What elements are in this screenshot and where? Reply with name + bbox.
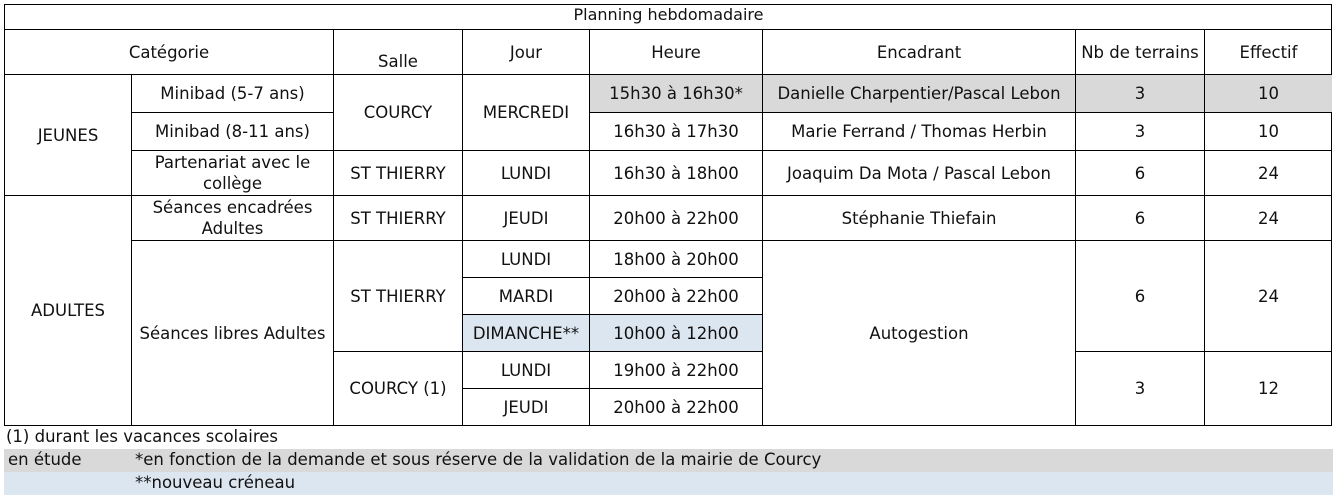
legend-nouveau-row — [4, 472, 1333, 495]
effectif-cell: 24 — [1205, 151, 1332, 196]
jour-lundi: LUNDI — [463, 352, 590, 389]
jour-lundi: LUNDI — [463, 241, 590, 278]
footnote-vacances: (1) durant les vacances scolaires — [6, 427, 278, 446]
terrains-cell: 3 — [1076, 352, 1205, 425]
salle-courcy: COURCY — [334, 75, 463, 151]
subcategory-partenariat: Partenariat avec le collège — [132, 151, 334, 196]
terrains-cell: 6 — [1076, 241, 1205, 352]
header-categorie: Catégorie — [5, 30, 334, 75]
jour-mercredi: MERCREDI — [463, 75, 590, 151]
effectif-cell: 10 — [1205, 75, 1332, 113]
encadrant-cell: Joaquim Da Mota / Pascal Lebon — [763, 151, 1076, 196]
terrains-cell: 6 — [1076, 151, 1205, 196]
effectif-cell: 24 — [1205, 241, 1332, 352]
schedule-document — [4, 4, 1333, 492]
jour-jeudi: JEUDI — [463, 196, 590, 241]
header-effectif: Effectif — [1205, 30, 1332, 75]
jour-jeudi: JEUDI — [463, 389, 590, 425]
heure-cell: 20h00 à 22h00 — [590, 278, 763, 315]
heure-cell: 18h00 à 20h00 — [590, 241, 763, 278]
subcategory-seances-libres: Séances libres Adultes — [132, 241, 334, 425]
jour-dimanche: DIMANCHE** — [463, 315, 590, 352]
effectif-cell: 12 — [1258, 379, 1279, 398]
effectif-cell: 24 — [1205, 196, 1332, 241]
header-heure: Heure — [590, 30, 763, 75]
notes-section — [4, 426, 1333, 495]
legend-double-star: **nouveau créneau — [135, 473, 296, 492]
header-jour: Jour — [463, 30, 590, 75]
header-salle: Salle — [334, 30, 463, 75]
effectif-cell: 10 — [1205, 113, 1332, 151]
group-adultes: ADULTES — [5, 196, 132, 425]
terrains-cell: 3 — [1076, 75, 1205, 113]
legend-star: *en fonction de la demande et sous réserve de la validation de la mairie de Courcy — [135, 450, 822, 469]
heure-cell: 16h30 à 18h00 — [590, 151, 763, 196]
terrains-cell: 6 — [1076, 196, 1205, 241]
encadrant-autogestion: Autogestion — [763, 241, 1076, 425]
subcategory-minibad-8-11: Minibad (8-11 ans) — [132, 113, 334, 151]
subcategory-seances-encadrees: Séances encadrées Adultes — [132, 196, 334, 241]
legend-en-etude-row — [4, 449, 1333, 472]
table-title: Planning hebdomadaire — [5, 5, 1332, 30]
footnote-line — [4, 426, 1333, 449]
heure-cell: 10h00 à 12h00 — [590, 315, 763, 352]
jour-mardi: MARDI — [463, 278, 590, 315]
heure-cell: 20h00 à 22h00 — [590, 196, 763, 241]
legend-label: en étude — [8, 450, 82, 469]
header-nb-terrains: Nb de terrains — [1076, 30, 1205, 75]
encadrant-cell: Danielle Charpentier/Pascal Lebon — [763, 75, 1076, 113]
heure-cell: 15h30 à 16h30* — [590, 75, 763, 113]
encadrant-cell: Marie Ferrand / Thomas Herbin — [763, 113, 1076, 151]
terrains-cell: 3 — [1076, 113, 1205, 151]
header-encadrant: Encadrant — [763, 30, 1076, 75]
heure-cell: 19h00 à 22h00 — [590, 352, 763, 389]
salle-st-thierry: ST THIERRY — [334, 241, 463, 352]
schedule-table — [4, 4, 1332, 426]
salle-st-thierry: ST THIERRY — [334, 151, 463, 196]
group-jeunes: JEUNES — [5, 75, 132, 196]
jour-lundi: LUNDI — [463, 151, 590, 196]
encadrant-cell: Stéphanie Thiefain — [763, 196, 1076, 241]
salle-st-thierry: ST THIERRY — [334, 196, 463, 241]
heure-cell: 20h00 à 22h00 — [590, 389, 763, 425]
subcategory-minibad-5-7: Minibad (5-7 ans) — [132, 75, 334, 113]
salle-courcy-vacances: COURCY (1) — [334, 352, 463, 425]
heure-cell: 16h30 à 17h30 — [590, 113, 763, 151]
